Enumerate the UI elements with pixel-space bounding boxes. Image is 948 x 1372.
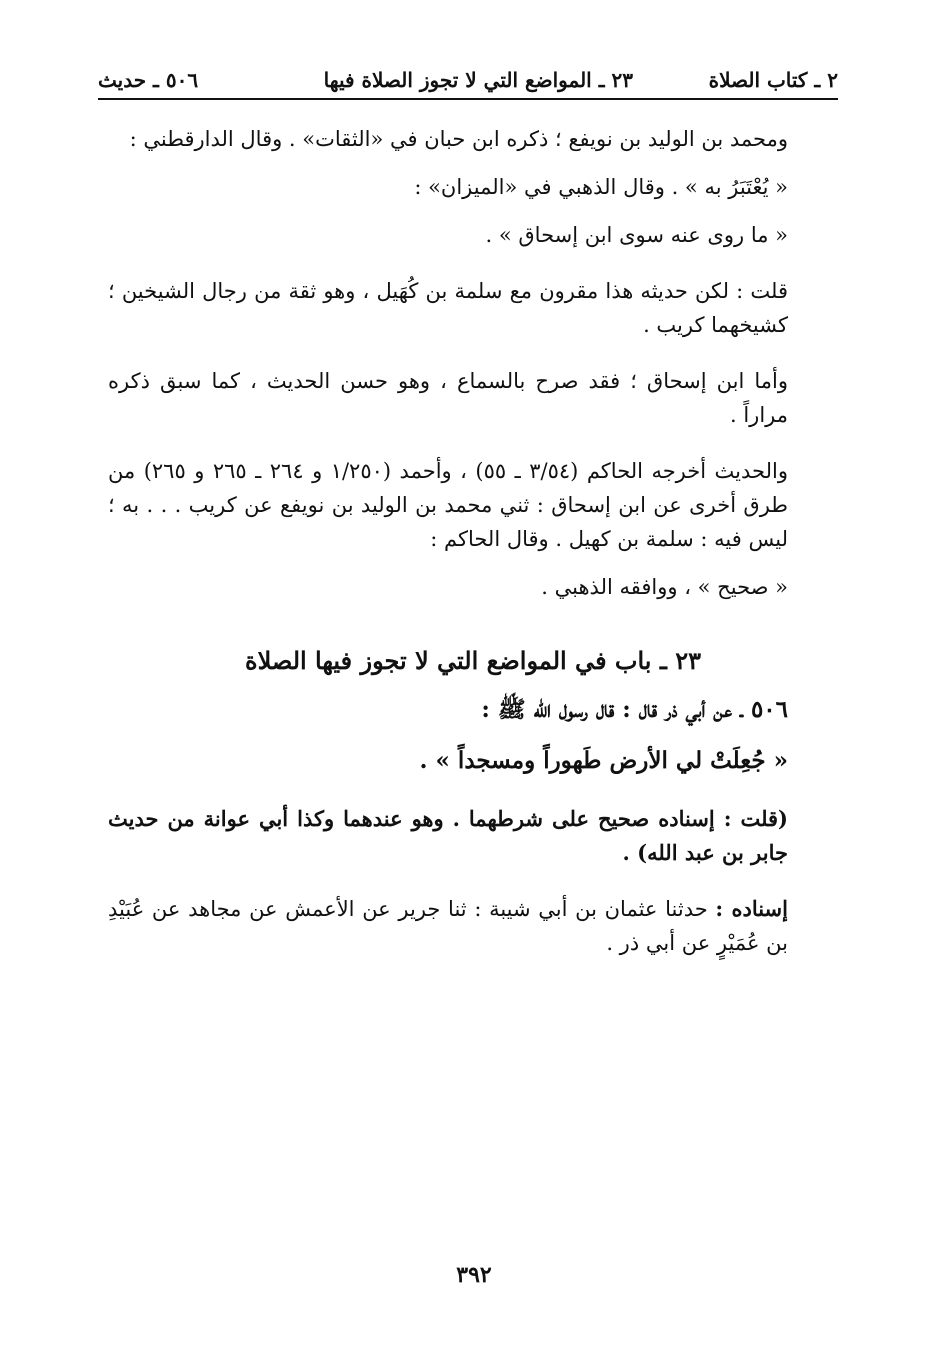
page-body — [108, 122, 838, 960]
paragraph-narrator: ومحمد بن الوليد بن نويفع ؛ ذكره ابن حبان في «الثقات» . وقال الدارقطني : — [129, 127, 788, 151]
isnad-text: حدثنا عثمان بن أبي شيبة : ثنا جرير عن الأعمش عن مجاهد عن عُبَيْدِ بن عُمَيْرٍ عن أبي ذر . — [108, 896, 788, 955]
header-hadith-number: ٥٠٦ ـ حديث — [98, 68, 199, 92]
quote-hakim: « صحيح » ، ووافقه الذهبي . — [541, 575, 788, 600]
paragraph-takhrij: والحديث أخرجه الحاكم (٣/٥٤ ـ ٥٥) ، وأحمد (١/٢٥٠ و ٢٦٤ ـ ٢٦٥ و ٢٦٥) من طرق أخرى عن ابن إسحاق : ثني محمد بن الوليد بن نويفع عن كريب . . . به ؛ ليس فيه : سلمة بن كهيل . وقال الحاكم : — [108, 459, 788, 552]
paragraph-ibn-ishaq: وأما ابن إسحاق ؛ فقد صرح بالسماع ، وهو حسن الحديث ، كما سبق ذكره مراراً . — [108, 369, 788, 428]
page-number: ٣٩٢ — [456, 1262, 492, 1288]
paragraph-comment: قلت : لكن حديثه هذا مقرون مع سلمة بن كُهَيل ، وهو ثقة من رجال الشيخين ؛ كشيخهما كريب . — [108, 279, 788, 338]
header-book-title: ٢ ـ كتاب الصلاة — [708, 68, 838, 92]
chapter-heading: ٢٣ ـ باب في المواضع التي لا تجوز فيها الصلاة — [245, 646, 701, 676]
quote-daraqutni: « يُعْتَبَرُ به » . وقال الذهبي في «الميزان» : — [414, 175, 788, 200]
hadith-grading-note: (قلت : إسناده صحيح على شرطهما . وهو عندهما وكذا أبي عوانة من حديث جابر بن عبد الله) . — [108, 805, 788, 865]
header-chapter-title: ٢٣ ـ المواضع التي لا تجوز الصلاة فيها — [323, 68, 633, 92]
running-header — [98, 64, 838, 100]
hadith-intro: ٥٠٦ ـ عن أبي ذر قال : قال رسول الله ﷺ : — [481, 696, 788, 724]
isnad-paragraph — [108, 892, 838, 960]
isnad-label: إسناده : — [715, 895, 788, 921]
hadith-text: « جُعِلَتْ لي الأرض طَهوراً ومسجداً » . — [419, 747, 788, 775]
quote-dhahabi: « ما روى عنه سوى ابن إسحاق » . — [485, 223, 788, 248]
